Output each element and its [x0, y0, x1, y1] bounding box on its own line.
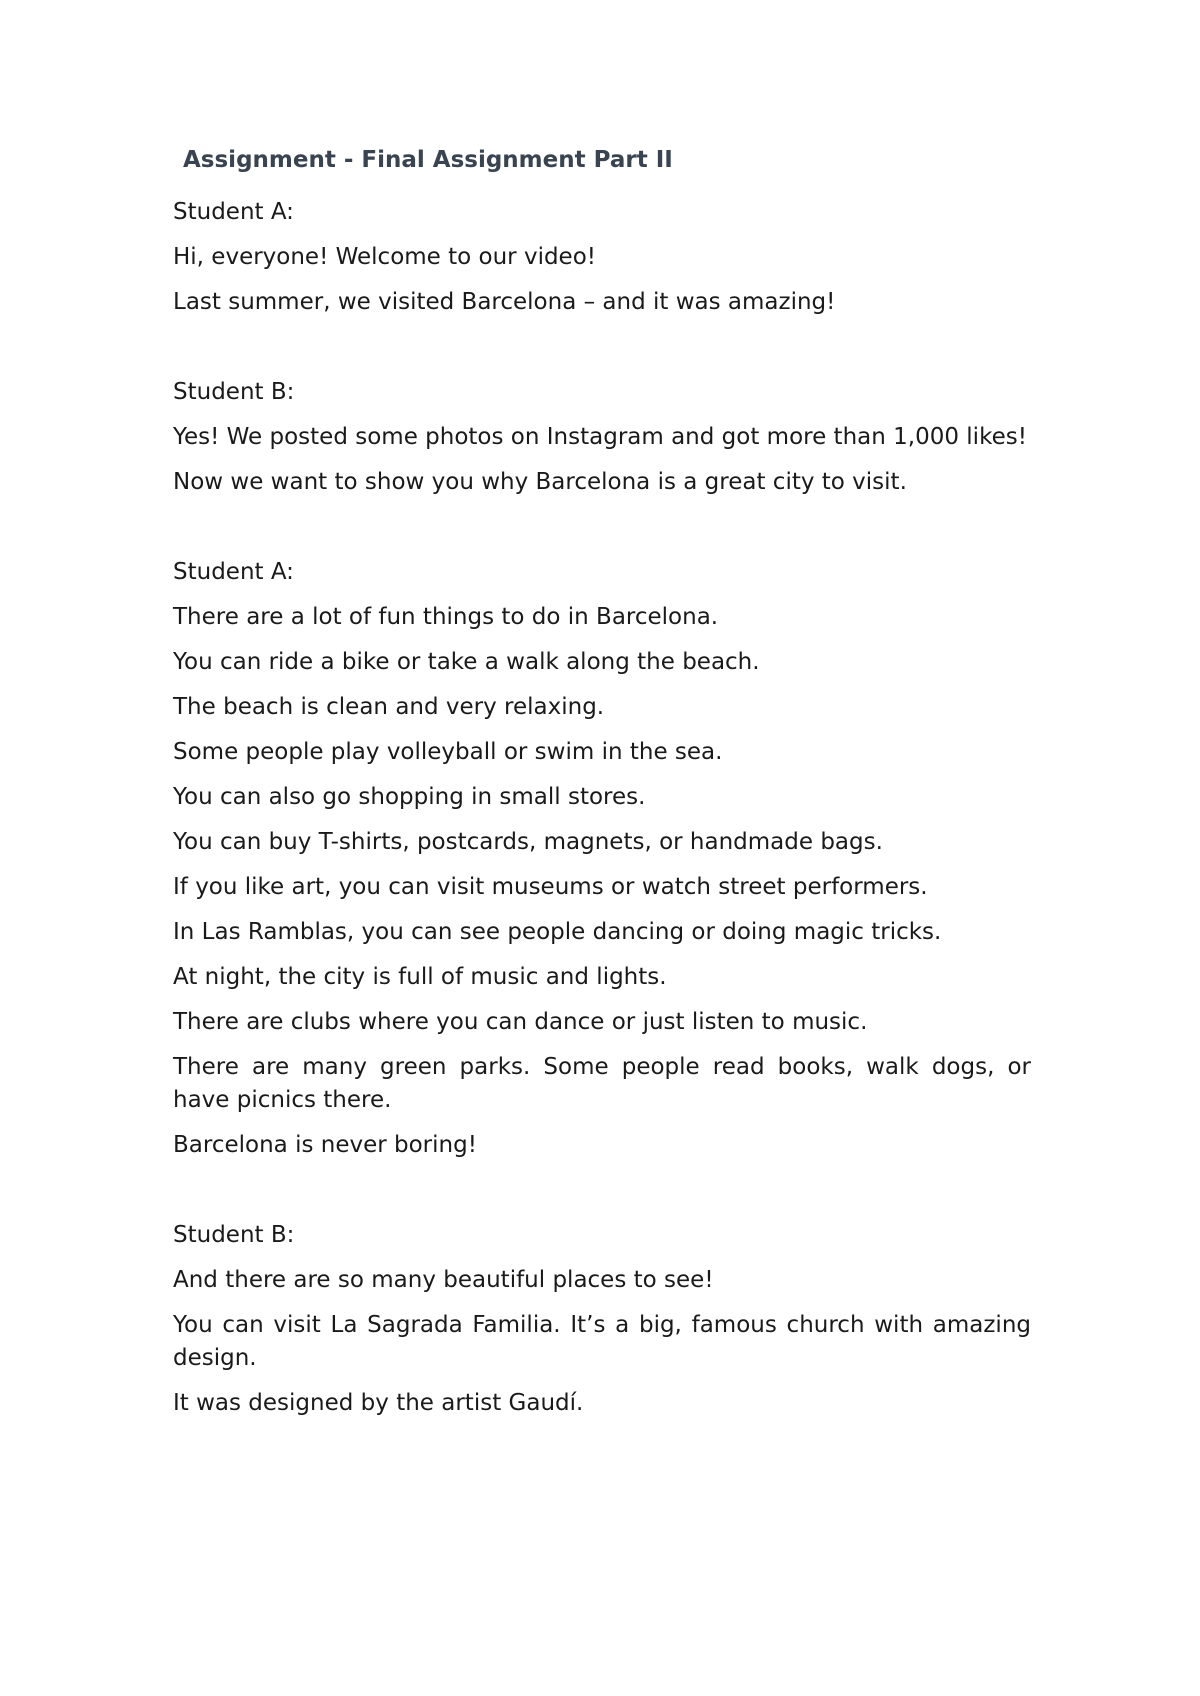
dialogue-line: In Las Ramblas, you can see people dancing or doing magic tricks.	[173, 919, 942, 945]
dialogue-line: And there are so many beautiful places to see!	[173, 1267, 714, 1293]
dialogue-line: There are a lot of fun things to do in Barcelona.	[173, 604, 719, 630]
dialogue-line: You can also go shopping in small stores.	[173, 784, 646, 810]
dialogue-line: You can ride a bike or take a walk along the beach.	[173, 649, 760, 675]
speaker-label: Student A:	[173, 199, 294, 225]
document-title: Assignment - Final Assignment Part II	[183, 147, 673, 173]
dialogue-line: Now we want to show you why Barcelona is a great city to visit.	[173, 469, 907, 495]
speaker-label: Student A:	[173, 559, 294, 585]
dialogue-line: Hi, everyone! Welcome to our video!	[173, 244, 596, 270]
speaker-label: Student B:	[173, 379, 295, 405]
dialogue-line: Some people play volleyball or swim in the sea.	[173, 739, 723, 765]
dialogue-line: You can visit La Sagrada Familia. It’s a big, famous church with amazing design.	[173, 1312, 1031, 1371]
dialogue-line: There are many green parks. Some people read books, walk dogs, or have picnics there.	[173, 1054, 1031, 1113]
dialogue-line: The beach is clean and very relaxing.	[173, 694, 605, 720]
dialogue-line: Yes! We posted some photos on Instagram and got more than 1,000 likes!	[173, 424, 1027, 450]
dialogue-line: You can buy T-shirts, postcards, magnets, or handmade bags.	[173, 829, 883, 855]
dialogue-line: At night, the city is full of music and lights.	[173, 964, 667, 990]
dialogue-line: Barcelona is never boring!	[173, 1132, 477, 1158]
dialogue-line: Last summer, we visited Barcelona – and it was amazing!	[173, 289, 836, 315]
speaker-label: Student B:	[173, 1222, 295, 1248]
dialogue-line: If you like art, you can visit museums or watch street performers.	[173, 874, 928, 900]
dialogue-line: There are clubs where you can dance or just listen to music.	[173, 1009, 868, 1035]
document-page	[173, 143, 1031, 1420]
dialogue-line: It was designed by the artist Gaudí.	[173, 1390, 584, 1416]
